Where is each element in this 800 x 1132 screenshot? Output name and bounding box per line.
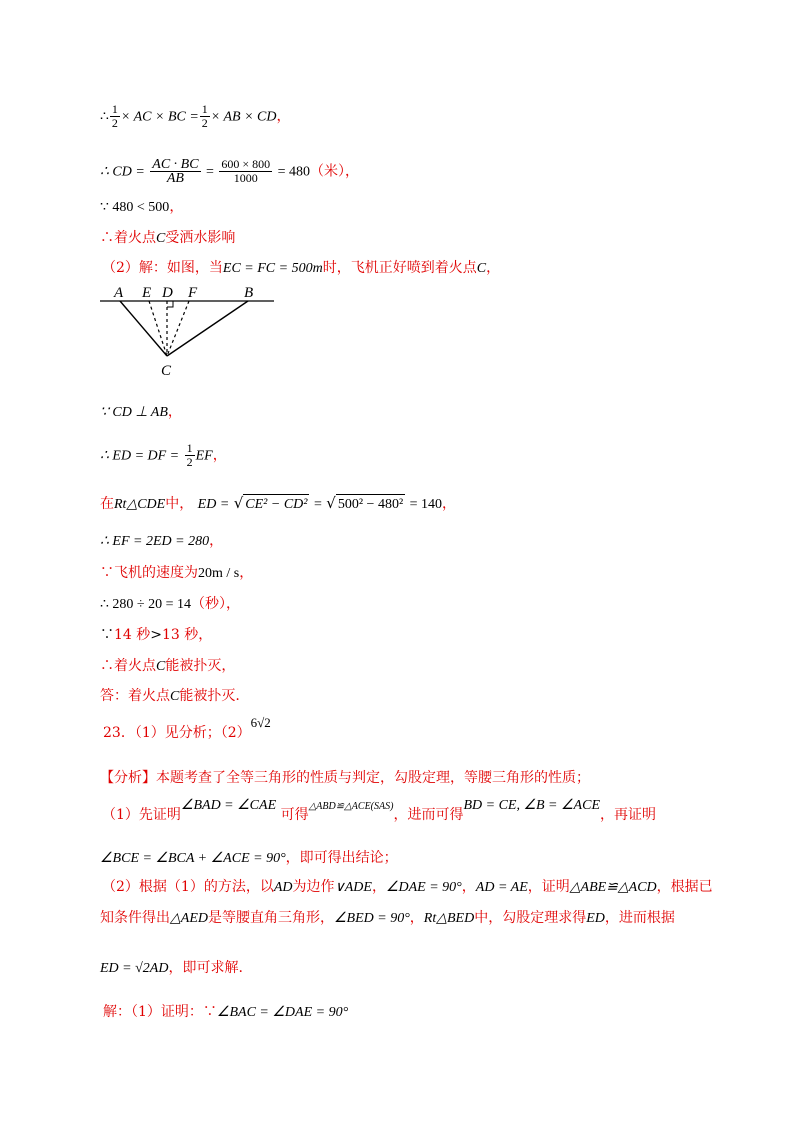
line-compare: ∵ 480 < 500， [100, 199, 184, 215]
label-b: B [244, 285, 254, 301]
segment-ac [120, 301, 167, 356]
line-ed-df: ∴ ED = DF = $\frac{1}{2}$ EF， [100, 441, 227, 469]
line-speed: ∵飞机的速度为20m / s， [100, 565, 254, 581]
label-d: D [162, 285, 173, 301]
line-time-compare: ∵14 秒>13 秒， [100, 627, 213, 643]
segment-ec [149, 301, 167, 356]
right-angle-mark [167, 301, 173, 307]
label-c: C [161, 363, 172, 379]
radical-sign: √ [326, 494, 336, 512]
triangle-figure [98, 283, 278, 383]
line-solution-start: 解：（1）证明：∵∠BAC = ∠DAE = 90° [103, 1004, 349, 1020]
line-question-23: 23．（1）见分析；（2）6√2 [103, 715, 271, 741]
line-affected: ∴着火点C受洒水影响 [100, 230, 236, 246]
fraction-half: $\frac{1}{2}$ [111, 102, 118, 130]
line-analysis-2b: 知条件得出△AED是等腰直角三角形，∠BED = 90°，Rt△BED中，勾股定理求得ED，进而根据 [100, 910, 675, 926]
line-cd-value: ∴ CD = $\frac{AC \cdot BC}{AB}$ = $\frac{600 \times 800}{1000}$ = 480（米）， [100, 157, 359, 186]
line-pythagoras: 在Rt△CDE中， ED = √ CE² − CD² = √ 500² − 480² = 140， [100, 493, 800, 515]
label-a: A [114, 285, 124, 301]
line-part2-intro: （2）解：如图，当EC = FC = 500m时，飞机正好喷到着火点C， [102, 260, 501, 276]
line-ef: ∴ EF = 2ED = 280， [100, 533, 224, 549]
label-e: E [142, 285, 152, 301]
label-f: F [188, 285, 198, 301]
fraction-numbers: $\frac{600 \times 800}{1000}$ [221, 157, 271, 185]
line-area-equation: ∴ $\frac{1}{2}$ × AC × BC = $\frac{1}{2}$ × AB × CD， [100, 102, 291, 130]
line-answer: 答：着火点C能被扑灭. [100, 688, 240, 704]
line-extinguish: ∴着火点C能被扑灭， [100, 658, 236, 674]
radical-sign: √ [233, 494, 244, 512]
line-perpendicular: ∵ CD ⊥ AB， [100, 404, 182, 420]
line-analysis-1: （1）先证明∠BAD = ∠CAE 可得$^{\triangle ABD≌\triangle ACE(SAS)}$，进而可得BD = CE, ∠B = ∠ACE，再证明 [102, 798, 656, 823]
line-analysis-2: （2）根据（1）的方法，以AD为边作∨ADE，∠DAE = 90°，AD = AE，证明△ABE≌△ACD，根据已 [102, 879, 713, 895]
line-analysis: 【分析】本题考查了全等三角形的性质与判定，勾股定理，等腰三角形的性质； [100, 770, 590, 786]
line-analysis-2c: ED = √2AD，即可求解. [100, 960, 243, 976]
line-time: ∴ 280 ÷ 20 = 14（秒）， [100, 596, 240, 612]
segment-bc [167, 301, 248, 356]
fraction-ac-bc: $\frac{AC \cdot BC}{AB}$ [152, 157, 199, 186]
fraction-half: $\frac{1}{2}$ [201, 102, 208, 130]
line-analysis-1b: ∠BCE = ∠BCA + ∠ACE = 90°，即可得出结论； [100, 850, 398, 866]
fraction-half: $\frac{1}{2}$ [186, 441, 193, 469]
